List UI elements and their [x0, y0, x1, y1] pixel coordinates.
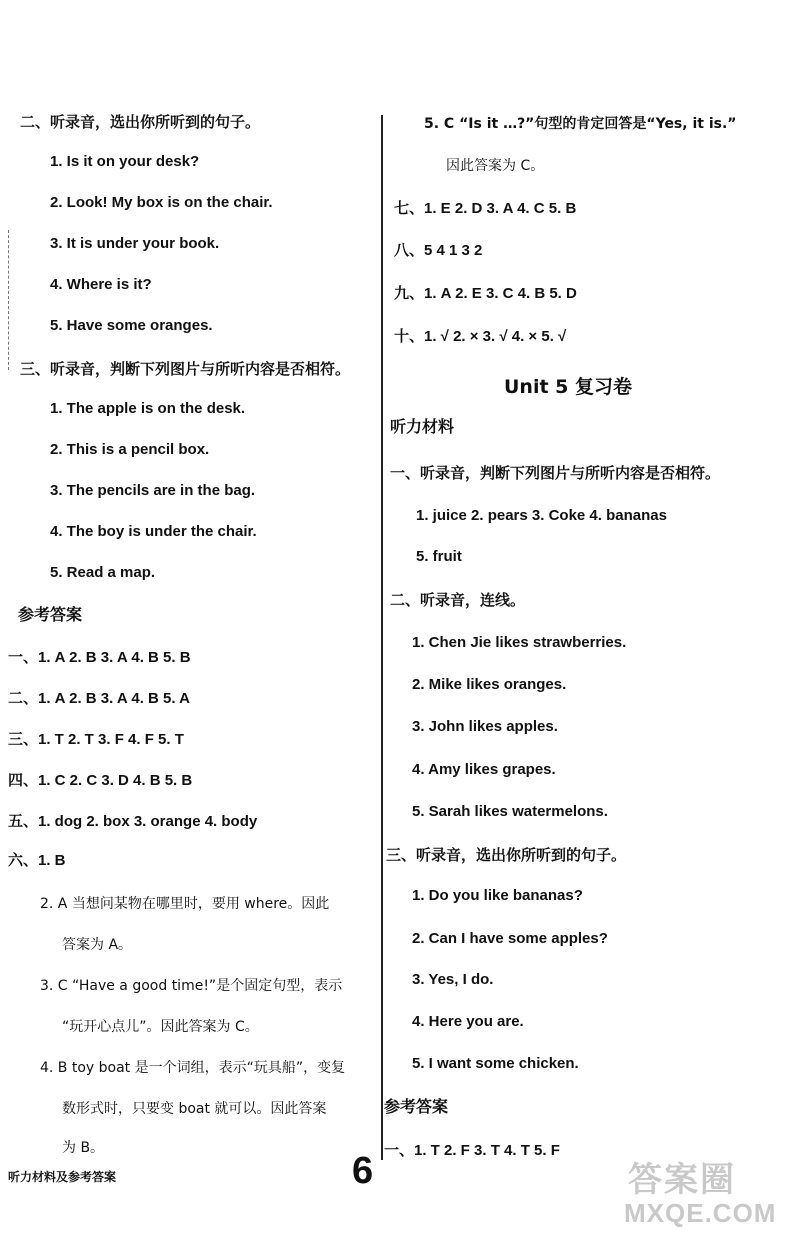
answer-row: 一、1. A 2. B 3. A 4. B 5. B	[8, 649, 191, 666]
list-item: 4. Here you are.	[412, 1013, 524, 1030]
list-item: 5. fruit	[416, 548, 462, 565]
list-item: 3. It is under your book.	[50, 235, 220, 252]
listening-heading: 听力材料	[390, 417, 455, 436]
list-item: 5. I want some chicken.	[412, 1055, 579, 1072]
watermark-text-bottom: MXQE.COM	[624, 1198, 777, 1228]
explanation-line: “玩开心点儿”。因此答案为 C。	[62, 1019, 259, 1035]
answer-row: 十、1. √ 2. × 3. √ 4. × 5. √	[394, 328, 567, 345]
answer-row: 六、1. B	[8, 852, 66, 869]
list-item: 5. Read a map.	[50, 564, 156, 581]
unit-title: Unit 5 复习卷	[504, 376, 632, 398]
answers-heading: 参考答案	[384, 1097, 449, 1116]
answers-heading: 参考答案	[18, 605, 83, 624]
answer-row: 五、1. dog 2. box 3. orange 4. body	[8, 813, 258, 830]
section-heading: 三、听录音，选出你所听到的句子。	[386, 846, 627, 864]
watermark-logo	[618, 1152, 798, 1232]
answer-row: 四、1. C 2. C 3. D 4. B 5. B	[8, 772, 193, 789]
answer-row: 七、1. E 2. D 3. A 4. C 5. B	[394, 200, 577, 217]
list-item: 5. Have some oranges.	[50, 317, 213, 334]
explanation-line: 3. C “Have a good time!”是个固定句型，表示	[40, 978, 343, 994]
list-item: 1. The apple is on the desk.	[50, 400, 246, 417]
explanation-line: 答案为 A。	[62, 937, 133, 953]
binding-margin-marks	[8, 230, 9, 370]
answer-row: 三、1. T 2. T 3. F 4. F 5. T	[8, 731, 184, 748]
section-heading: 二、听录音，选出你所听到的句子。	[20, 113, 261, 131]
explanation-line: 数形式时，只要变 boat 就可以。因此答案	[62, 1101, 327, 1117]
section-heading: 三、听录音，判断下列图片与所听内容是否相符。	[20, 360, 351, 378]
list-item: 3. The pencils are in the bag.	[50, 482, 256, 499]
list-item: 3. Yes, I do.	[412, 971, 494, 988]
footer-label: 听力材料及参考答案	[8, 1170, 117, 1184]
explanation-line: 5. C “Is it …?”句型的肯定回答是“Yes, it is.”	[424, 116, 737, 132]
list-item: 4. Where is it?	[50, 276, 152, 293]
list-item: 1. juice 2. pears 3. Coke 4. bananas	[416, 507, 667, 524]
list-item: 4. Amy likes grapes.	[412, 761, 556, 778]
answer-row: 二、1. A 2. B 3. A 4. B 5. A	[8, 690, 190, 707]
list-item: 1. Do you like bananas?	[412, 887, 583, 904]
section-heading: 二、听录音，连线。	[390, 591, 526, 609]
explanation-line: 因此答案为 C。	[446, 158, 545, 174]
list-item: 1. Chen Jie likes strawberries.	[412, 634, 627, 651]
list-item: 3. John likes apples.	[412, 718, 558, 735]
section-heading: 一、听录音，判断下列图片与所听内容是否相符。	[390, 464, 721, 482]
column-divider	[381, 115, 383, 1160]
answer-row: 一、1. T 2. F 3. T 4. T 5. F	[384, 1142, 560, 1159]
explanation-line: 2. A 当想问某物在哪里时，要用 where。因此	[40, 896, 330, 912]
list-item: 2. This is a pencil box.	[50, 441, 210, 458]
watermark-text-top: 答案圈	[628, 1161, 736, 1199]
list-item: 4. The boy is under the chair.	[50, 523, 257, 540]
explanation-line: 为 B。	[62, 1140, 105, 1156]
list-item: 2. Can I have some apples?	[412, 930, 608, 947]
list-item: 2. Mike likes oranges.	[412, 676, 567, 693]
list-item: 5. Sarah likes watermelons.	[412, 803, 608, 820]
explanation-line: 4. B toy boat 是一个词组，表示“玩具船”，变复	[40, 1060, 346, 1076]
answer-row: 八、5 4 1 3 2	[394, 242, 483, 259]
answer-row: 九、1. A 2. E 3. C 4. B 5. D	[394, 285, 577, 302]
list-item: 2. Look! My box is on the chair.	[50, 194, 273, 211]
page-number: 6	[352, 1150, 374, 1192]
list-item: 1. Is it on your desk?	[50, 153, 200, 170]
